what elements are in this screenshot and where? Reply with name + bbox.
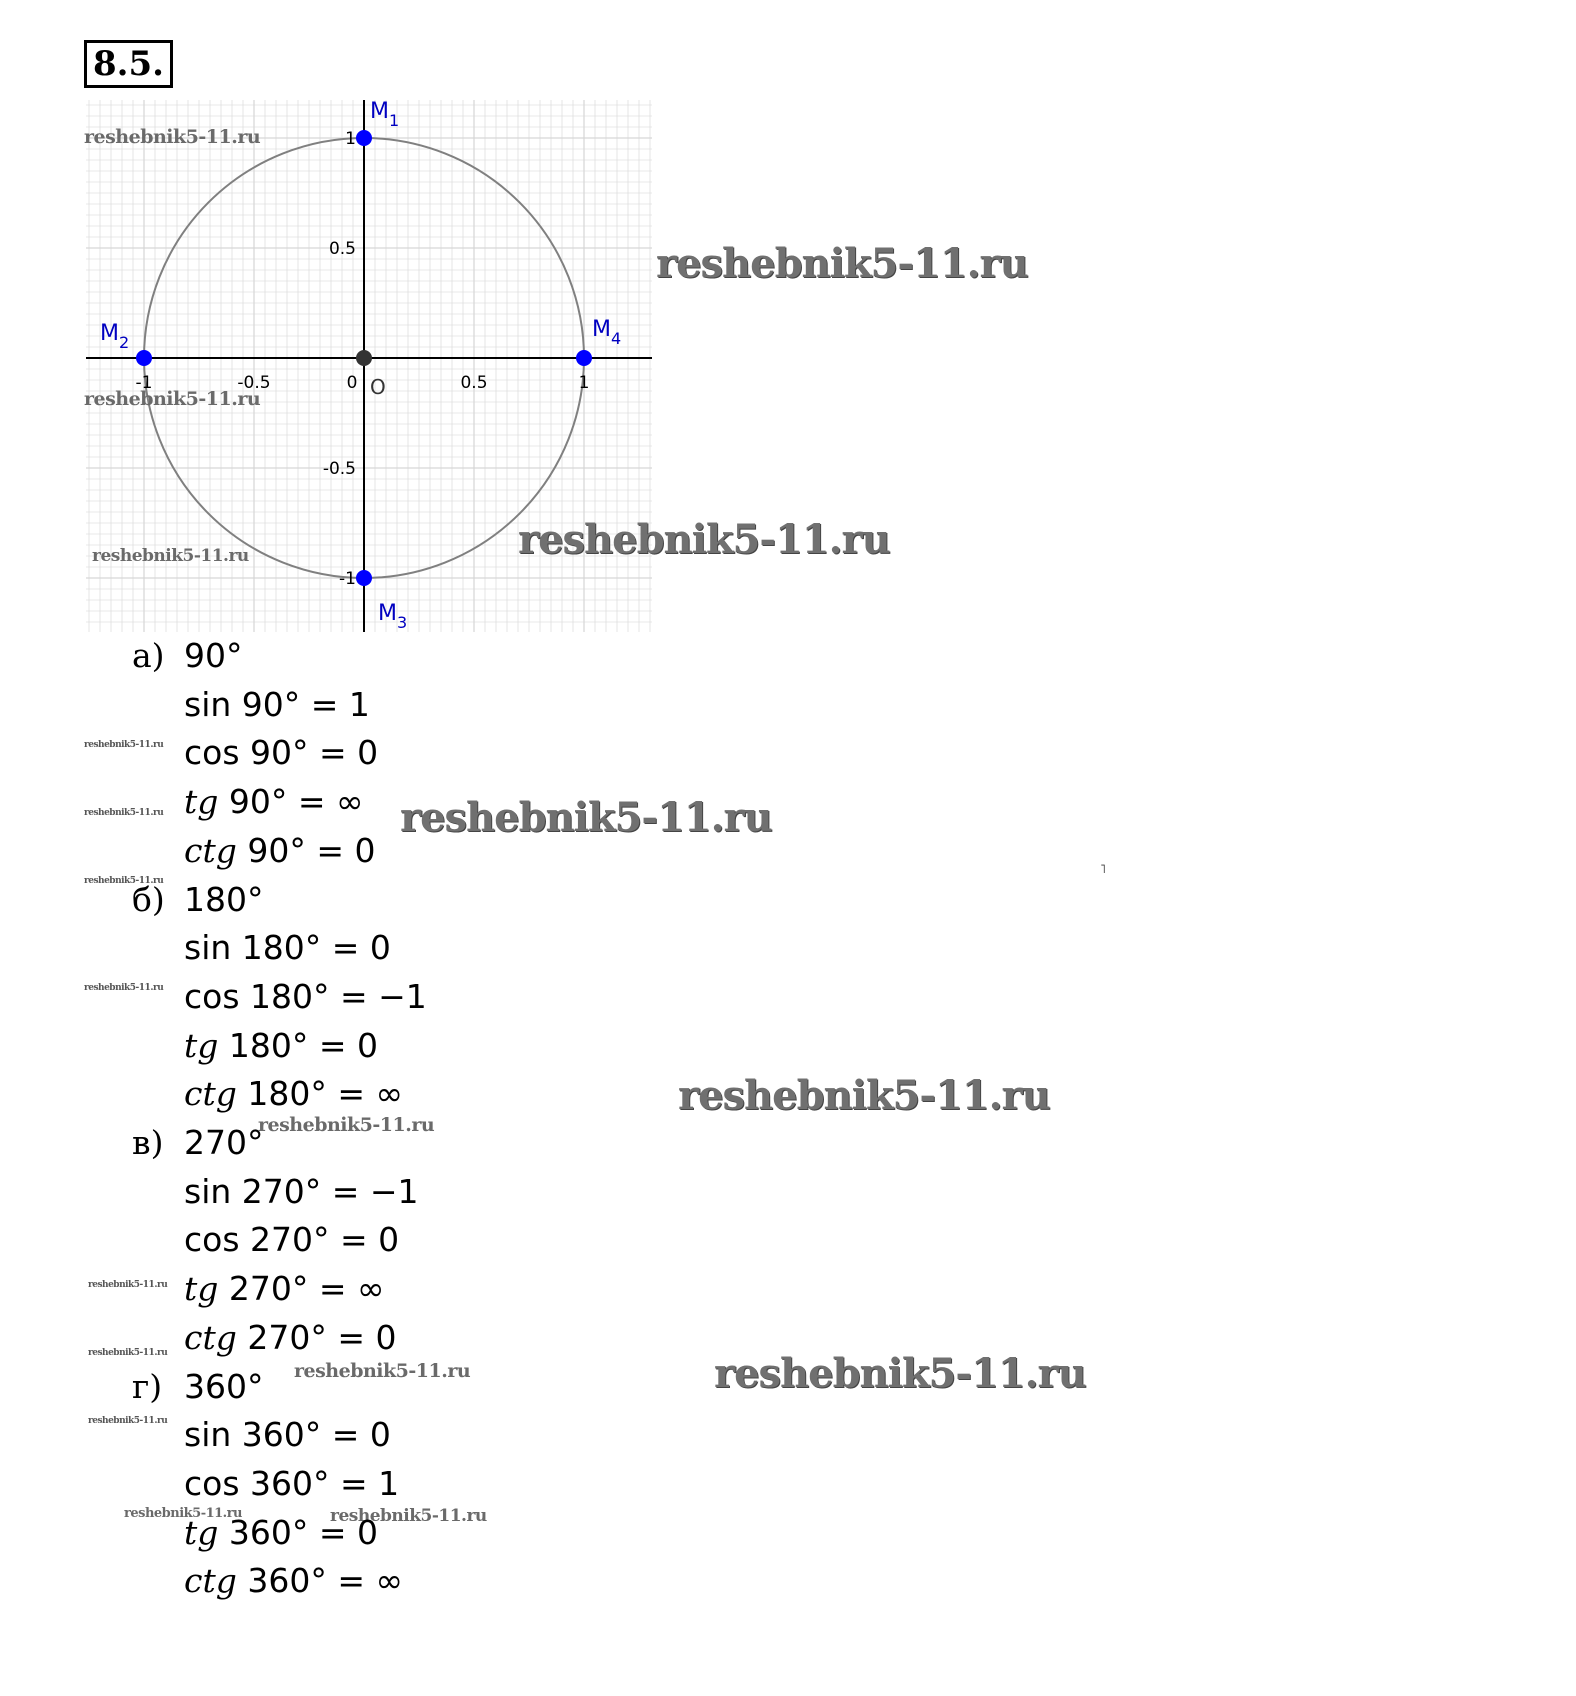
watermark: reshebnik5-11.ru [88,1348,168,1358]
formula-expression: 180° = ∞ [236,1074,403,1114]
function-name: ctg [184,1561,237,1601]
watermark: reshebnik5-11.ru [84,983,164,993]
watermark: reshebnik5-11.ru [124,1506,243,1521]
solution-label: в) [132,1123,164,1162]
watermark-large: reshebnik5-11.ru [518,516,890,563]
function-name: ctg [184,1317,237,1357]
formula-expression: 360° = 1 [239,1463,400,1503]
formula-expression: 360° = 0 [231,1415,391,1455]
point-label-m1: $M_1$ [370,99,400,130]
formula-expression: 360° = ∞ [236,1561,403,1601]
formula-line [184,1318,396,1358]
watermark: reshebnik5-11.ru [92,546,249,566]
formula-line [184,1026,378,1066]
formula-expression: 270° = 0 [236,1317,397,1357]
point-m4 [576,350,592,366]
formula-line [184,1513,378,1553]
solution-label: г) [132,1366,163,1406]
x-tick-label: 0 [346,373,358,393]
stray-mark: ˥ [1100,862,1106,876]
watermark: reshebnik5-11.ru [88,1416,168,1426]
solution-angle: 270° [184,1123,264,1162]
formula-expression: 90° = ∞ [218,782,364,822]
formula-line [184,733,378,773]
function-name: tg [184,1269,219,1309]
x-tick-label: 0.5 [460,373,488,393]
watermark-large: reshebnik5-11.ru [714,1350,1086,1397]
formula-line [184,977,427,1017]
formula-line [184,1269,385,1309]
formula-line [184,685,370,725]
function-name: tg [184,1512,219,1552]
watermark: reshebnik5-11.ru [84,808,164,818]
solution-label: б) [132,879,165,919]
y-tick-label: 0.5 [328,239,356,259]
formula-line [184,928,391,968]
x-tick-label: -1 [135,373,153,393]
watermark: reshebnik5-11.ru [84,388,261,410]
formula-expression: 90° = 0 [239,733,379,773]
function-name: ctg [184,830,237,870]
formula-expression: 180° = −1 [239,976,427,1016]
solution-label: а) [132,636,165,675]
watermark: reshebnik5-11.ru [84,126,261,148]
formula-expression: 180° = 0 [218,1025,378,1065]
solution-angle: 180° [184,879,264,919]
formula-expression: 270° = 0 [239,1220,400,1260]
watermark: reshebnik5-11.ru [88,1280,168,1290]
function-name: ctg [184,1074,237,1114]
point-m2 [136,350,152,366]
function-name: sin [184,1415,232,1455]
function-name: sin [184,928,232,968]
formula-line [184,1074,403,1114]
point-label-m2: $M_2$ [100,321,130,352]
formula-line [184,831,375,871]
formula-line [184,1415,391,1455]
watermark: reshebnik5-11.ru [84,876,164,886]
point-label-m4: $M_4$ [592,317,622,348]
origin-label: O [370,375,386,399]
watermark: reshebnik5-11.ru [258,1114,435,1136]
formula-line [184,1220,399,1260]
watermark: reshebnik5-11.ru [330,1506,487,1526]
origin-point [356,350,372,366]
y-tick-label: -0.5 [322,459,356,479]
watermark: reshebnik5-11.ru [84,740,164,750]
formula-line [184,1561,403,1601]
solution-angle: 90° [184,636,243,675]
function-name: cos [184,733,240,773]
watermark-large: reshebnik5-11.ru [400,794,772,841]
function-name: tg [184,782,219,822]
formula-expression: 90° = 1 [231,684,370,724]
formula-expression: 90° = 0 [236,830,376,870]
formula-line [184,782,364,822]
function-name: cos [184,1220,240,1260]
function-name: sin [184,1171,232,1211]
formula-line [184,1464,399,1504]
point-m1 [356,130,372,146]
point-m3 [356,570,372,586]
function-name: tg [184,1025,219,1065]
function-name: sin [184,684,232,724]
formula-expression: 270° = ∞ [218,1269,385,1309]
function-name: cos [184,1463,240,1503]
x-tick-label: 1 [578,373,590,393]
formula-expression: 180° = 0 [231,928,391,968]
y-tick-label: 1 [345,129,356,149]
watermark-large: reshebnik5-11.ru [656,240,1028,287]
formula-expression: 270° = −1 [231,1171,419,1211]
task-number: 8.5. [84,40,173,88]
formula-expression: 360° = 0 [218,1512,378,1552]
formula-line [184,1172,419,1212]
watermark-large: reshebnik5-11.ru [678,1072,1050,1119]
function-name: cos [184,976,240,1016]
watermark: reshebnik5-11.ru [294,1360,471,1382]
point-label-m3: $M_3$ [378,601,408,632]
x-tick-label: -0.5 [237,373,271,393]
y-tick-label: -1 [339,569,356,589]
solution-angle: 360° [184,1366,264,1406]
